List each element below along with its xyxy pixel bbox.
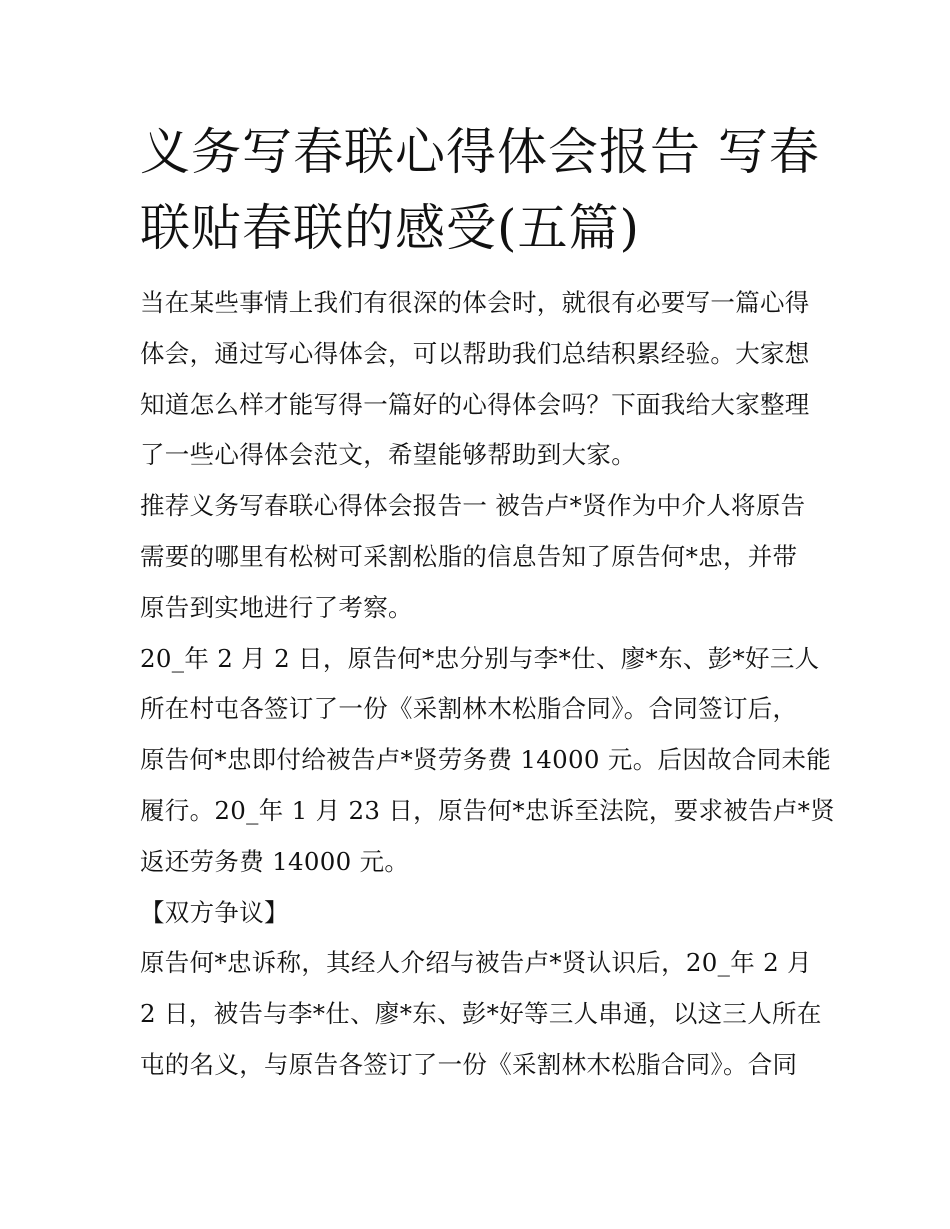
- section-heading: 【双方争议】: [140, 897, 289, 927]
- body-line: 20_年 2 月 2 日，原告何*忠分别与李*仕、廖*东、彭*好三人: [140, 643, 820, 673]
- body-line: 原告到实地进行了考察。: [140, 592, 413, 622]
- body-line: 所在村屯各签订了一份《采割林木松脂合同》。合同签订后，: [140, 694, 798, 724]
- body-line: 2 日，被告与李*仕、廖*东、彭*好等三人串通，以这三人所在: [140, 999, 822, 1029]
- document-body: [140, 278, 836, 1091]
- title-line: 联贴春联的感受(五篇): [140, 199, 641, 257]
- body-line: 知道怎么样才能写得一篇好的心得体会吗？下面我给大家整理: [140, 389, 810, 419]
- title-line: 义务写春联心得体会报告 写春: [140, 123, 820, 181]
- body-line: 履行。20_年 1 月 23 日，原告何*忠诉至法院，要求被告卢*贤: [140, 795, 836, 825]
- body-line: 需要的哪里有松树可采割松脂的信息告知了原告何*忠，并带: [140, 541, 798, 571]
- body-line: 原告何*忠诉称，其经人介绍与被告卢*贤认识后，20_年 2 月: [140, 948, 812, 978]
- body-line: 返还劳务费 14000 元。: [140, 846, 410, 876]
- body-line: 当在某些事情上我们有很深的体会时，就很有必要写一篇心得: [140, 288, 810, 317]
- body-line: 了一些心得体会范文，希望能够帮助到大家。: [140, 440, 636, 470]
- body-line: 推荐义务写春联心得体会报告一 被告卢*贤作为中介人将原告: [140, 491, 806, 521]
- body-line: 体会，通过写心得体会，可以帮助我们总结积累经验。大家想: [140, 338, 810, 368]
- body-line: 屯的名义，与原告各签订了一份《采割林木松脂合同》。合同: [140, 1049, 798, 1079]
- document-title: [140, 114, 820, 266]
- body-line: 原告何*忠即付给被告卢*贤劳务费 14000 元。后因故合同未能: [140, 745, 832, 775]
